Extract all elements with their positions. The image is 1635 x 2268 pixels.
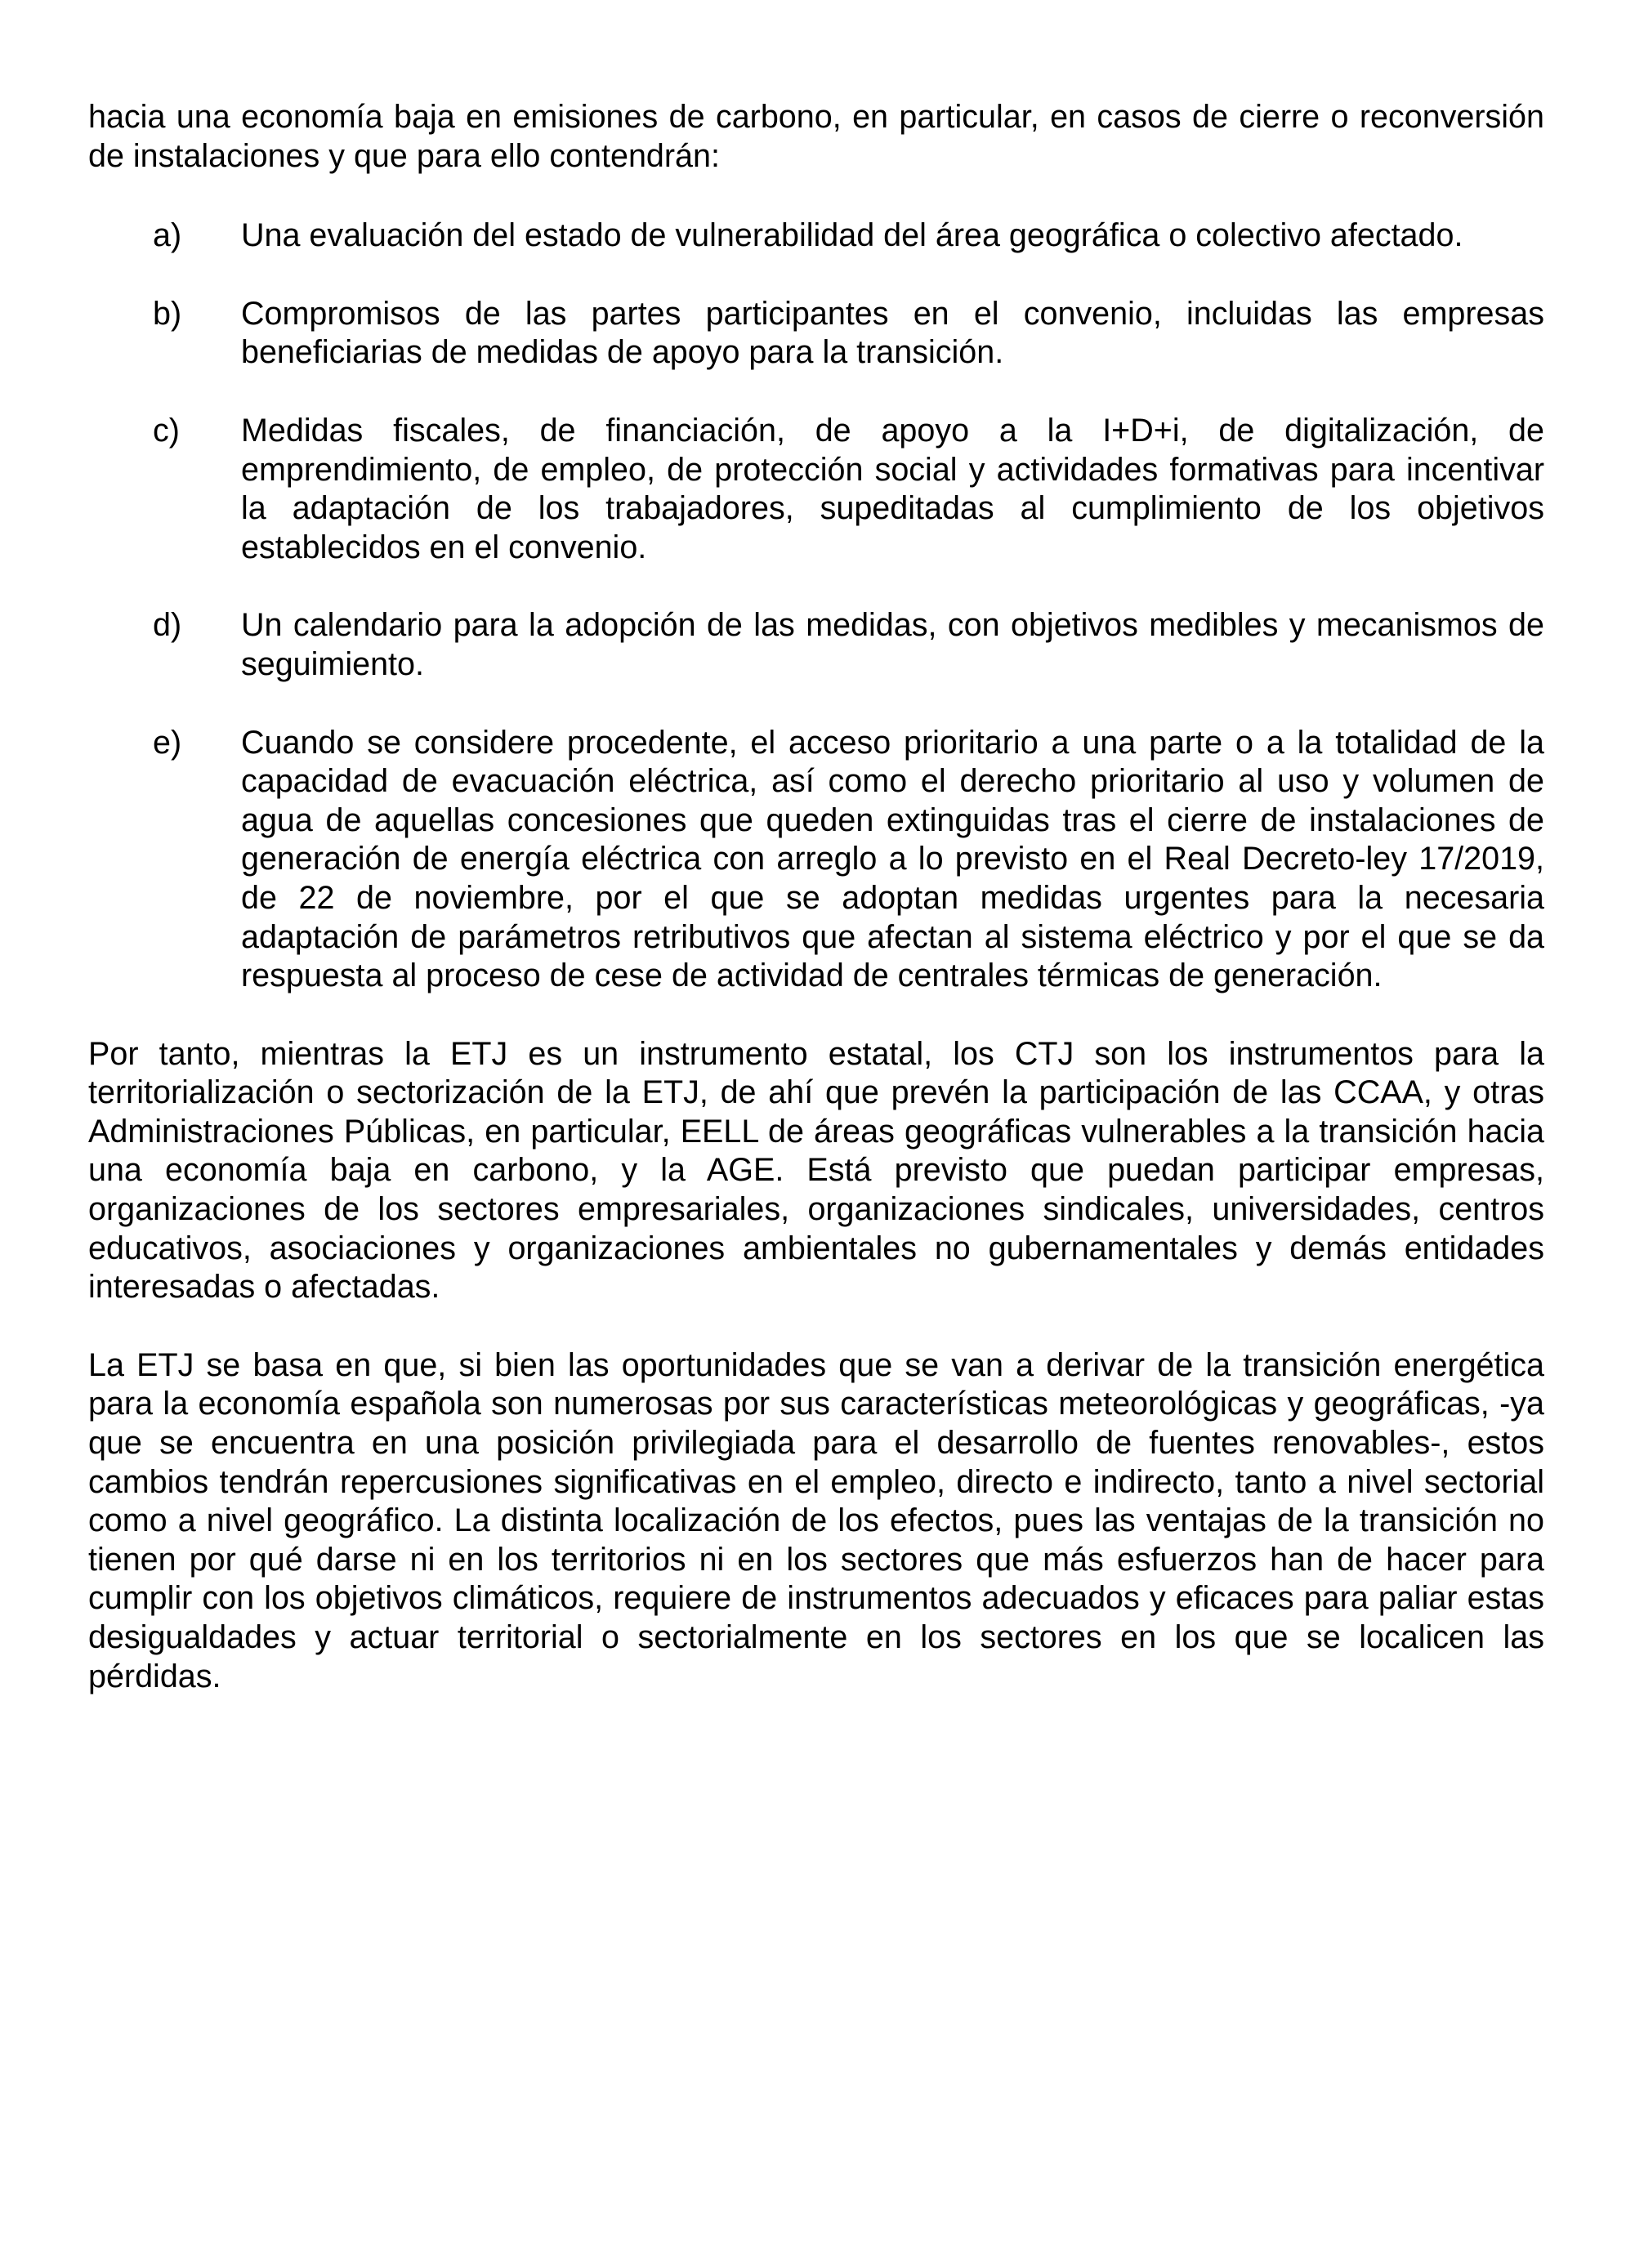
requirements-list [88, 217, 1544, 996]
list-item-marker: b) [153, 295, 182, 332]
intro-paragraph: hacia una economía baja en emisiones de carbono, en particular, en casos de cierre o reconversión de instalaciones y que para ello contendrán: [88, 99, 1544, 174]
list-item [88, 412, 1544, 567]
list-item [88, 724, 1544, 996]
document-page [88, 98, 1544, 1696]
list-item [88, 295, 1544, 373]
list-item-text: Medidas fiscales, de financiación, de apoyo a la I+D+i, de digitalización, de emprendimiento, de empleo, de protección social y actividades formativas para incentivar la adaptación de los trabajadores, supeditadas al cumplimiento de los objetivos establecidos en el convenio. [241, 412, 1544, 565]
body-paragraph-etj-basis: La ETJ se basa en que, si bien las oportunidades que se van a derivar de la transición energética para la economía española son numerosas por sus características meteorológicas y geográficas, -ya que se encuentra en una posición privilegiada para el desarrollo de fuentes renovables-, estos cambios tendrán repercusiones significativas en el empleo, directo e indirecto, tanto a nivel sectorial como a nivel geográfico. La distinta localización de los efectos, pues las ventajas de la transición no tienen por qué darse ni en los territorios ni en los sectores que más esfuerzos han de hacer para cumplir con los objetivos climáticos, requiere de instrumentos adecuados y eficaces para paliar estas desigualdades y actuar territorial o sectorialmente en los sectores en los que se localicen las pérdidas. [88, 1346, 1544, 1694]
list-item [88, 217, 1544, 256]
list-item-marker: c) [153, 412, 180, 449]
list-item-text: Cuando se considere procedente, el acceso prioritario a una parte o a la totalidad de la capacidad de evacuación eléctrica, así como el derecho prioritario al uso y volumen de agua de aquellas concesiones que queden extinguidas tras el cierre de instalaciones de generación de energía eléctrica con arreglo a lo previsto en el Real Decreto-ley 17/2019, de 22 de noviembre, por el que se adoptan medidas urgentes para la necesaria adaptación de parámetros retributivos que afectan al sistema eléctrico y por el que se da respuesta al proceso de cese de actividad de centrales térmicas de generación. [241, 724, 1544, 994]
list-item-marker: d) [153, 607, 182, 644]
list-item-marker: e) [153, 724, 182, 761]
list-item-text: Una evaluación del estado de vulnerabilidad del área geográfica o colectivo afectado. [241, 217, 1463, 254]
body-paragraph-etj-ctj: Por tanto, mientras la ETJ es un instrumento estatal, los CTJ son los instrumentos para la territorialización o sectorización de la ETJ, de ahí que prevén la participación de las CCAA, y otras Administraciones Públicas, en particular, EELL de áreas geográficas vulnerables a la transición hacia una economía baja en carbono, y la AGE. Está previsto que puedan participar empresas, organizaciones de los sectores empresariales, organizaciones sindicales, universidades, centros educativos, asociaciones y organizaciones ambientales no gubernamentales y demás entidades interesadas o afectadas. [88, 1035, 1544, 1306]
list-item-text: Compromisos de las partes participantes en el convenio, incluidas las empresas beneficiarias de medidas de apoyo para la transición. [241, 295, 1544, 371]
list-item [88, 606, 1544, 684]
list-item-text: Un calendario para la adopción de las medidas, con objetivos medibles y mecanismos de seguimiento. [241, 607, 1544, 682]
list-item-marker: a) [153, 217, 182, 254]
